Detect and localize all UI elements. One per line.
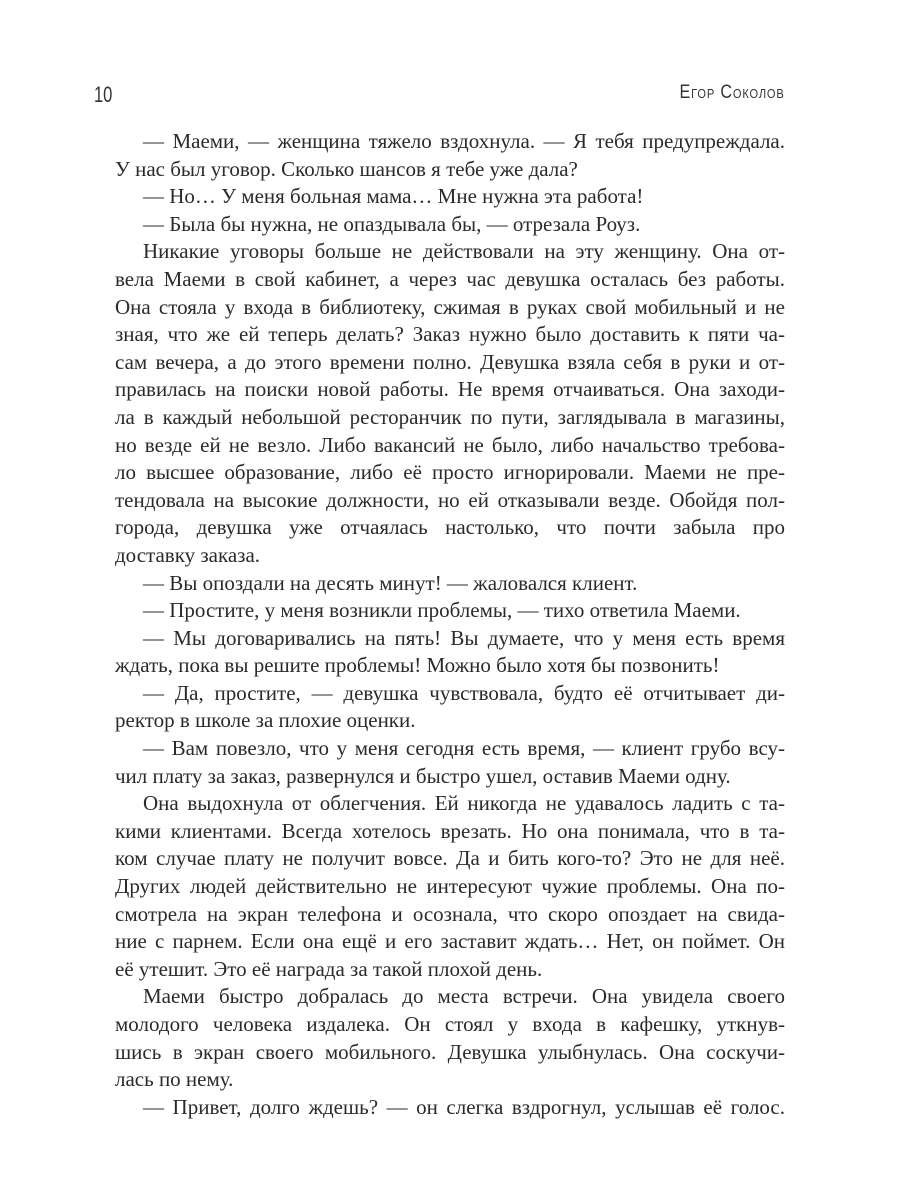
text-line: шись в экран своего мобильного. Девушка улыбнулась. Она соскучи- xyxy=(115,1039,785,1064)
text-line: города, девушка уже отчаялась настолько, что почти забыла про xyxy=(115,515,785,540)
text-line: — Да, простите, — девушка чувствовала, будто её отчитывает ди- xyxy=(143,680,785,705)
text-line: ком случае плату не получит вовсе. Да и бить кого-то? Это не для неё. xyxy=(115,846,785,871)
text-line: — Простите, у меня возникли проблемы, — тихо ответила Маеми. xyxy=(143,598,741,623)
text-line: Она стояла у входа в библиотеку, сжимая в руках свой мобильный и не xyxy=(115,294,785,319)
body-text xyxy=(115,128,785,1121)
text-line: ректор в школе за плохие оценки. xyxy=(115,708,416,733)
text-line: Никакие уговоры больше не действовали на эту женщину. Она от- xyxy=(143,239,785,264)
text-line: — Мы договаривались на пять! Вы думаете, что у меня есть время xyxy=(143,625,785,650)
text-line: — Но… У меня больная мама… Мне нужна эта работа! xyxy=(143,184,644,209)
text-line: ждать, пока вы решите проблемы! Можно было хотя бы позвонить! xyxy=(115,653,720,678)
text-line: зная, что же ей теперь делать? Заказ нужно было доставить к пяти ча- xyxy=(115,322,785,347)
text-line: но везде ей не везло. Либо вакансий не было, либо начальство требова- xyxy=(115,432,785,457)
text-line: лась по нему. xyxy=(115,1067,234,1092)
text-line: смотрела на экран телефона и осознала, что скоро опоздает на свида- xyxy=(115,901,785,926)
running-header-author: Егор Соколов xyxy=(679,82,785,103)
text-line: — Привет, долго ждешь? — он слегка вздрогнул, услышав её голос. xyxy=(143,1094,785,1119)
text-line: У нас был уговор. Сколько шансов я тебе уже дала? xyxy=(115,156,578,181)
text-line: — Маеми, — женщина тяжело вздохнула. — Я тебя предупреждала. xyxy=(143,129,785,153)
text-line: доставку заказа. xyxy=(115,542,261,567)
text-line: Маеми быстро добралась до места встречи. Она увидела своего xyxy=(143,984,785,1009)
text-line: правилась на поиски новой работы. Не время отчаиваться. Она заходи- xyxy=(115,377,785,402)
text-line: кими клиентами. Всегда хотелось врезать. Но она понимала, что в та- xyxy=(115,818,785,843)
text-line: её утешит. Это её награда за такой плохой день. xyxy=(115,956,543,981)
text-line: ла в каждый небольшой ресторанчик по пути, заглядывала в магазины, xyxy=(115,404,785,429)
text-line: чил плату за заказ, развернулся и быстро ушел, оставив Маеми одну. xyxy=(115,763,731,788)
text-line: Других людей действительно не интересуют чужие проблемы. Она по- xyxy=(115,874,785,899)
text-line: — Была бы нужна, не опаздывала бы, — отрезала Роуз. xyxy=(143,211,641,236)
text-line: — Вы опоздали на десять минут! — жаловался клиент. xyxy=(143,570,638,595)
text-line: ние с парнем. Если она ещё и его заставит ждать… Нет, он поймет. Он xyxy=(115,929,785,954)
text-line: ло высшее образование, либо её просто игнорировали. Маеми не пре- xyxy=(115,460,785,485)
text-line: сам вечера, а до этого времени полно. Девушка взяла себя в руки и от- xyxy=(115,349,785,374)
text-line: тендовала на высокие должности, но ей отказывали везде. Обойдя пол- xyxy=(115,487,785,512)
text-line: вела Маеми в свой кабинет, а через час девушка осталась без работы. xyxy=(115,266,785,291)
page-number: 10 xyxy=(94,82,113,107)
text-line: — Вам повезло, что у меня сегодня есть время, — клиент грубо всу- xyxy=(143,736,785,761)
text-line: молодого человека издалека. Он стоял у входа в кафешку, уткнув- xyxy=(115,1012,785,1036)
text-line: Она выдохнула от облегчения. Ей никогда не удавалось ладить с та- xyxy=(143,791,785,816)
